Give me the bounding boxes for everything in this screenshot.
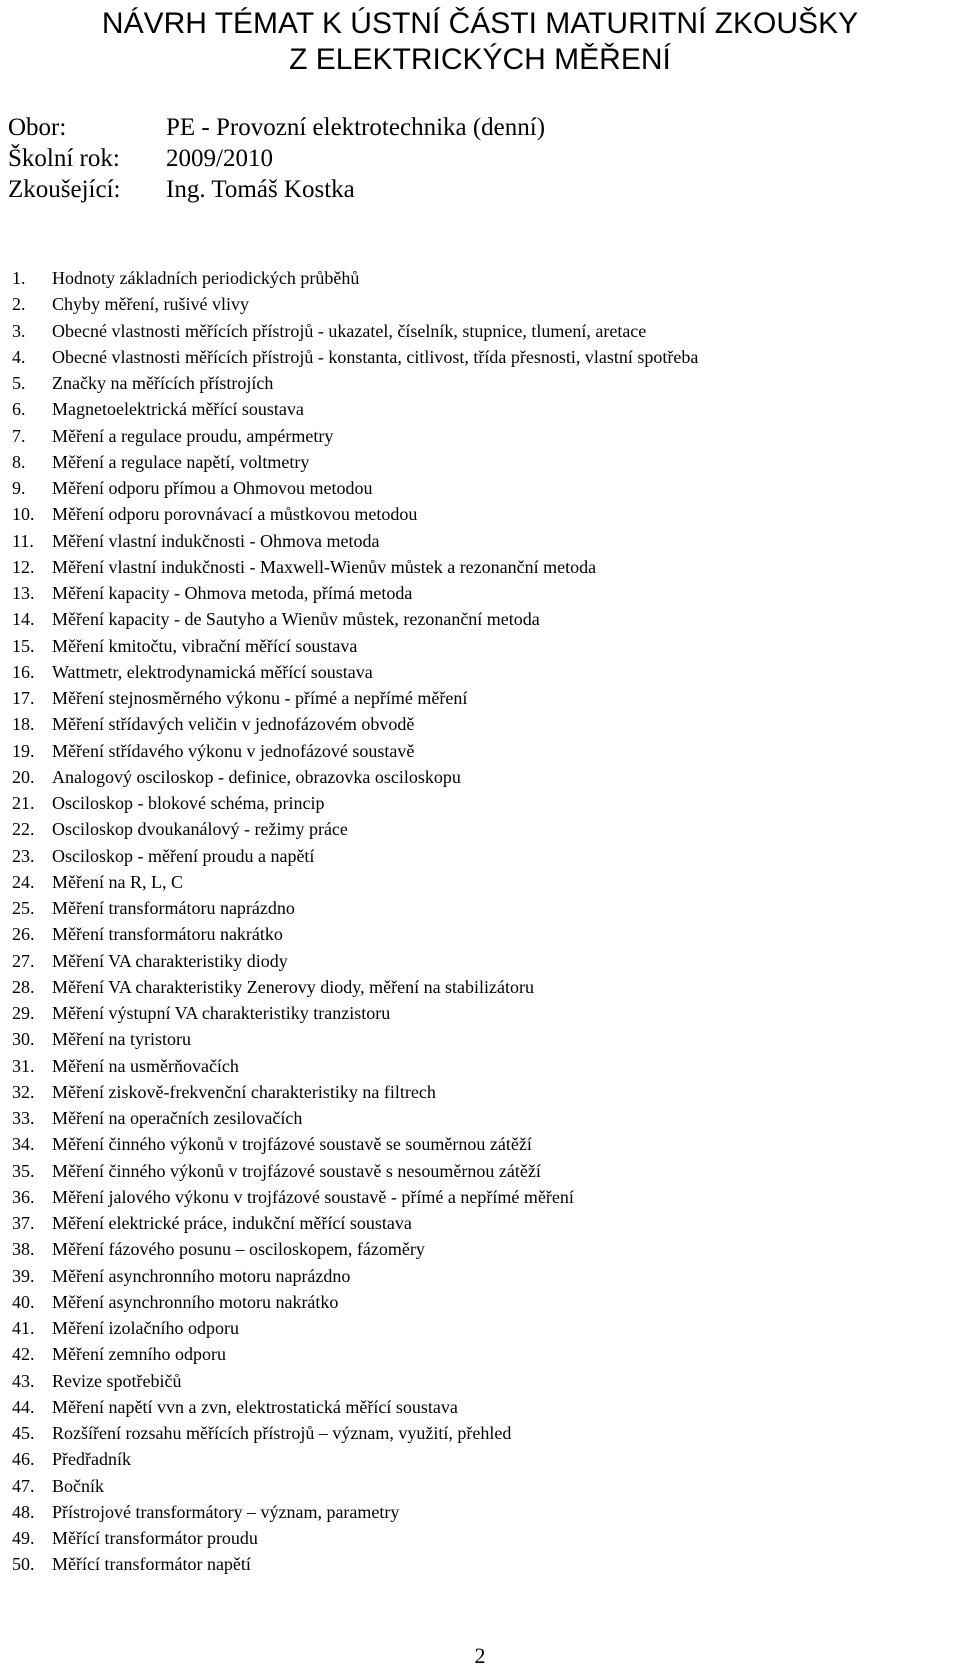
list-item <box>12 1446 698 1472</box>
topic-number: 24. <box>12 871 35 892</box>
list-item <box>12 948 698 974</box>
topic-text: Rozšíření rozsahu měřících přístrojů – význam, využití, přehled <box>52 1423 512 1443</box>
topic-text: Měření na usměrňovačích <box>52 1055 239 1076</box>
list-item <box>12 318 698 344</box>
topic-number: 42. <box>12 1344 35 1365</box>
topic-number: 47. <box>12 1475 35 1496</box>
topic-number: 21. <box>12 793 35 813</box>
topic-number: 45. <box>12 1423 35 1443</box>
list-item <box>12 1551 698 1577</box>
topic-number: 43. <box>12 1370 35 1391</box>
topic-text: Hodnoty základních periodických průběhů <box>52 268 360 288</box>
list-item <box>12 501 698 527</box>
topic-text: Měření VA charakteristiky diody <box>52 950 288 971</box>
meta-value: Ing. Tomáš Kostka <box>166 176 355 203</box>
list-item <box>12 423 698 449</box>
topic-text: Wattmetr, elektrodynamická měřící soustava <box>52 661 373 682</box>
list-item <box>12 1289 698 1315</box>
topic-number: 4. <box>12 346 26 367</box>
topic-text: Měření kmitočtu, vibrační měřící soustava <box>52 635 358 656</box>
list-item <box>12 1105 698 1131</box>
topic-text: Měření kapacity - de Sautyho a Wienův můstek, rezonanční metoda <box>52 609 540 630</box>
list-item <box>12 1184 698 1210</box>
list-item <box>12 1315 698 1341</box>
list-item <box>12 1000 698 1026</box>
topic-text: Měření odporu porovnávací a můstkovou metodou <box>52 504 418 525</box>
list-item <box>12 711 698 737</box>
list-item <box>12 1079 698 1105</box>
list-item <box>12 1473 698 1499</box>
list-item <box>12 921 698 947</box>
topic-number: 30. <box>12 1029 35 1050</box>
meta-value: 2009/2010 <box>166 145 273 172</box>
topic-number: 17. <box>12 688 35 708</box>
meta-row <box>8 174 545 205</box>
list-item <box>12 1263 698 1289</box>
topic-text: Měření transformátoru nakrátko <box>52 924 283 945</box>
topic-text: Obecné vlastnosti měřících přístrojů - ukazatel, číselník, stupnice, tlumení, aretace <box>52 320 647 341</box>
topic-text: Měření na R, L, C <box>52 871 183 892</box>
topic-text: Předřadník <box>52 1449 131 1470</box>
list-item <box>12 1053 698 1079</box>
topic-number: 33. <box>12 1108 35 1128</box>
topic-text: Přístrojové transformátory – význam, parametry <box>52 1501 400 1522</box>
list-item <box>12 764 698 790</box>
topic-number: 10. <box>12 504 35 525</box>
topic-number: 34. <box>12 1134 35 1155</box>
topic-text: Měření střídavého výkonu v jednofázové soustavě <box>52 740 415 761</box>
page-number: 2 <box>474 1643 486 1668</box>
list-item <box>12 1499 698 1525</box>
topic-number: 8. <box>12 451 26 472</box>
topic-text: Měření jalového výkonu v trojfázové soustavě - přímé a nepřímé měření <box>52 1186 574 1207</box>
list-item <box>12 816 698 842</box>
topic-text: Měření kapacity - Ohmova metoda, přímá metoda <box>52 583 413 603</box>
topic-number: 19. <box>12 740 35 761</box>
topic-text: Měření výstupní VA charakteristiky tranzistoru <box>52 1003 391 1023</box>
topic-number: 41. <box>12 1318 35 1338</box>
topic-text: Měření asynchronního motoru nakrátko <box>52 1291 339 1312</box>
topic-list <box>12 265 698 1578</box>
list-item <box>12 265 698 291</box>
list-item <box>12 869 698 895</box>
list-item <box>12 974 698 1000</box>
topic-text: Měření zemního odporu <box>52 1344 226 1365</box>
list-item <box>12 554 698 580</box>
topic-text: Měření na tyristoru <box>52 1029 191 1050</box>
topic-number: 48. <box>12 1501 35 1522</box>
topic-text: Měření a regulace proudu, ampérmetry <box>52 425 334 446</box>
topic-number: 29. <box>12 1003 35 1023</box>
topic-number: 12. <box>12 556 35 577</box>
topic-number: 5. <box>12 373 26 393</box>
topic-number: 11. <box>12 530 34 551</box>
topic-number: 44. <box>12 1396 35 1417</box>
list-item <box>12 396 698 422</box>
meta-row <box>8 143 545 174</box>
list-item <box>12 843 698 869</box>
topic-text: Chyby měření, rušivé vlivy <box>52 294 249 315</box>
topic-text: Měření činného výkonů v trojfázové soustavě se souměrnou zátěží <box>52 1134 532 1155</box>
topic-text: Značky na měřících přístrojích <box>52 373 274 393</box>
topic-text: Měření vlastní indukčnosti - Ohmova metoda <box>52 530 380 551</box>
topic-number: 16. <box>12 661 35 682</box>
meta-value: PE - Provozní elektrotechnika (denní) <box>166 114 546 141</box>
list-item <box>12 895 698 921</box>
topic-number: 15. <box>12 635 35 656</box>
document-meta <box>8 112 545 205</box>
topic-number: 23. <box>12 845 35 866</box>
topic-text: Měření asynchronního motoru naprázdno <box>52 1265 351 1286</box>
topic-number: 27. <box>12 950 35 971</box>
topic-number: 6. <box>12 399 26 420</box>
list-item <box>12 1026 698 1052</box>
document-title-line-1: NÁVRH TÉMAT K ÚSTNÍ ČÁSTI MATURITNÍ ZKOUŠKY <box>101 7 859 40</box>
topic-text: Osciloskop dvoukanálový - režimy práce <box>52 819 348 840</box>
list-item <box>12 606 698 632</box>
meta-label: Obor: <box>8 114 67 141</box>
topic-text: Obecné vlastnosti měřících přístrojů - konstanta, citlivost, třída přesnosti, vlastní spotřeba <box>52 346 699 367</box>
list-item <box>12 738 698 764</box>
topic-text: Měření napětí vvn a zvn, elektrostatická měřící soustava <box>52 1396 458 1417</box>
list-item <box>12 685 698 711</box>
topic-text: Měřící transformátor proudu <box>52 1528 258 1548</box>
topic-number: 13. <box>12 583 35 603</box>
meta-label: Školní rok: <box>8 145 120 172</box>
topic-text: Měření stejnosměrného výkonu - přímé a nepřímé měření <box>52 688 468 708</box>
topic-number: 35. <box>12 1160 35 1181</box>
topic-text: Měření odporu přímou a Ohmovou metodou <box>52 478 373 498</box>
topic-text: Měření činného výkonů v trojfázové soustavě s nesouměrnou zátěží <box>52 1160 541 1181</box>
list-item <box>12 1394 698 1420</box>
topic-number: 7. <box>12 425 26 446</box>
topic-text: Měření izolačního odporu <box>52 1318 239 1338</box>
topic-number: 31. <box>12 1055 35 1076</box>
topic-text: Analogový osciloskop - definice, obrazovka osciloskopu <box>52 766 461 787</box>
topic-text: Revize spotřebičů <box>52 1370 182 1391</box>
list-item <box>12 580 698 606</box>
topic-number: 49. <box>12 1528 35 1548</box>
topic-number: 25. <box>12 898 35 918</box>
list-item <box>12 1158 698 1184</box>
meta-label: Zkoušející: <box>8 176 121 203</box>
topic-text: Měření fázového posunu – osciloskopem, fázoměry <box>52 1239 425 1260</box>
list-item <box>12 1131 698 1157</box>
topic-text: Osciloskop - blokové schéma, princip <box>52 793 325 813</box>
topic-number: 28. <box>12 976 35 997</box>
topic-number: 18. <box>12 714 35 735</box>
topic-number: 46. <box>12 1449 35 1470</box>
topic-text: Měření střídavých veličin v jednofázovém obvodě <box>52 714 415 735</box>
list-item <box>12 633 698 659</box>
topic-text: Měření vlastní indukčnosti - Maxwell-Wienův můstek a rezonanční metoda <box>52 556 597 577</box>
meta-row <box>8 112 545 143</box>
topic-number: 20. <box>12 766 35 787</box>
list-item <box>12 370 698 396</box>
topic-number: 1. <box>12 268 26 288</box>
list-item <box>12 1525 698 1551</box>
list-item <box>12 1236 698 1262</box>
topic-number: 40. <box>12 1291 35 1312</box>
topic-text: Měření elektrické práce, indukční měřící soustava <box>52 1213 412 1233</box>
topic-number: 39. <box>12 1265 35 1286</box>
list-item <box>12 659 698 685</box>
list-item <box>12 449 698 475</box>
list-item <box>12 790 698 816</box>
topic-number: 26. <box>12 924 35 945</box>
topic-text: Měření VA charakteristiky Zenerovy diody, měření na stabilizátoru <box>52 976 535 997</box>
topic-number: 50. <box>12 1554 35 1575</box>
list-item <box>12 475 698 501</box>
topic-number: 38. <box>12 1239 35 1260</box>
topic-text: Magnetoelektrická měřící soustava <box>52 399 304 420</box>
list-item <box>12 1420 698 1446</box>
topic-text: Měření ziskově-frekvenční charakteristiky na filtrech <box>52 1081 436 1102</box>
topic-number: 36. <box>12 1186 35 1207</box>
topic-text: Měření a regulace napětí, voltmetry <box>52 451 310 472</box>
list-item <box>12 1341 698 1367</box>
topic-number: 3. <box>12 320 26 341</box>
topic-text: Osciloskop - měření proudu a napětí <box>52 845 315 866</box>
topic-text: Bočník <box>52 1475 104 1496</box>
topic-number: 2. <box>12 294 26 315</box>
list-item <box>12 1210 698 1236</box>
topic-number: 32. <box>12 1081 35 1102</box>
list-item <box>12 1368 698 1394</box>
topic-number: 14. <box>12 609 35 630</box>
topic-text: Měření transformátoru naprázdno <box>52 898 295 918</box>
list-item <box>12 344 698 370</box>
topic-text: Měřící transformátor napětí <box>52 1554 251 1575</box>
document-title-line-2: Z ELEKTRICKÝCH MĚŘENÍ <box>289 43 671 76</box>
topic-number: 22. <box>12 819 35 840</box>
topic-number: 37. <box>12 1213 35 1233</box>
list-item <box>12 291 698 317</box>
topic-text: Měření na operačních zesilovačích <box>52 1108 303 1128</box>
topic-number: 9. <box>12 478 26 498</box>
list-item <box>12 528 698 554</box>
